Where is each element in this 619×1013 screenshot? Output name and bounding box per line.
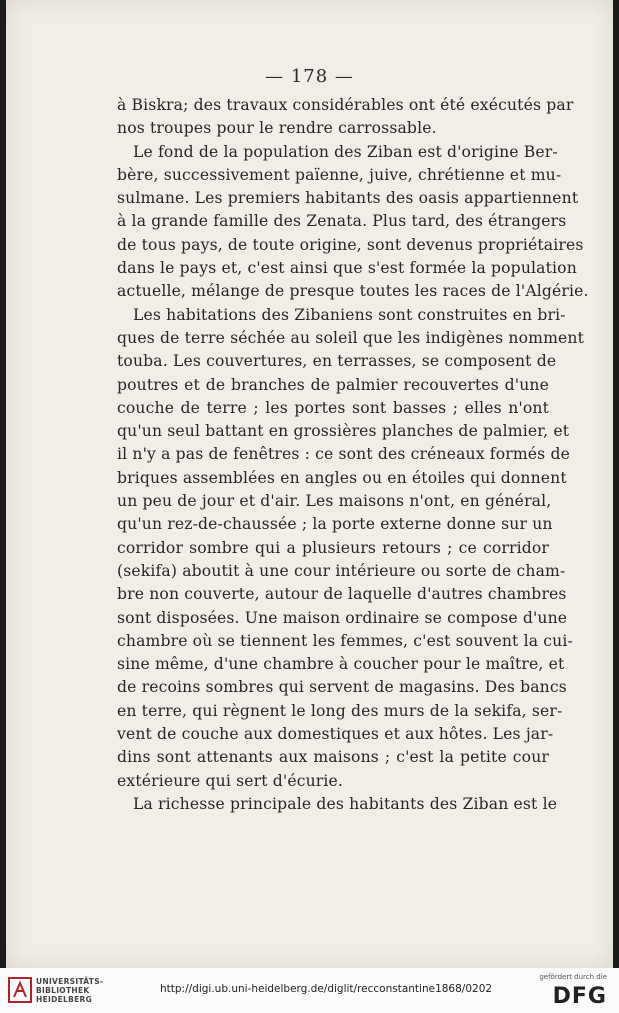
text-line: Le fond de la population des Ziban est d'origine Ber- [133, 142, 558, 161]
text-line: ques de terre séchée au soleil que les indigènes nomment [117, 328, 584, 347]
text-line: corridor sombre qui a plusieurs retours ; ce corridor [117, 538, 549, 557]
text-line: couche de terre ; les portes sont basses ; elles n'ont [117, 398, 549, 417]
text-line: à la grande famille des Zenata. Plus tard, des étrangers [117, 212, 567, 231]
text-line: de tous pays, de toute origine, sont devenus propriétaires [117, 235, 584, 254]
footer-bar [0, 968, 619, 1013]
text-line: sulmane. Les premiers habitants des oasis appartiennent [117, 189, 579, 208]
university-logo-icon [8, 977, 32, 1003]
text-line: touba. Les couvertures, en terrasses, se composent de [117, 352, 557, 371]
text-line: poutres et de branches de palmier recouvertes d'une [117, 375, 549, 394]
funding-text: gefördert durch die [539, 973, 607, 981]
text-line: La richesse principale des habitants des Ziban est le [133, 794, 558, 813]
text-line: à Biskra; des travaux considérables ont été exécutés par [117, 96, 574, 114]
text-line: extérieure qui sert d'écurie. [117, 771, 343, 790]
text-line: bre non couverte, autour de laquelle d'autres chambres [117, 585, 567, 604]
text-line: un peu de jour et d'air. Les maisons n'ont, en général, [117, 492, 552, 511]
text-line: vent de couche aux domestiques et aux hôtes. Les jar- [117, 725, 554, 744]
body-text [117, 94, 589, 816]
text-line: chambre où se tiennent les femmes, c'est souvent la cui- [117, 631, 573, 650]
text-line: qu'un seul battant en grossières planches de palmier, et [117, 422, 570, 441]
text-line: actuelle, mélange de presque toutes les races de l'Algérie. [117, 282, 589, 301]
page-number: — 178 — [265, 66, 354, 87]
text-line: sont disposées. Une maison ordinaire se compose d'une [117, 608, 568, 627]
text-line: dans le pays et, c'est ainsi que s'est formée la population [117, 259, 577, 278]
text-line: en terre, qui règnent le long des murs de la sekifa, ser- [117, 701, 563, 720]
text-line: qu'un rez-de-chaussée ; la porte externe donne sur un [117, 515, 553, 534]
text-line: Les habitations des Zibaniens sont construites en bri- [133, 305, 566, 324]
text-line: briques assemblées en angles ou en étoiles qui donnent [117, 468, 567, 487]
document-url[interactable]: http://digi.ub.uni-heidelberg.de/diglit/recconstantine1868/0202 [160, 983, 493, 995]
text-line: bère, successivement païenne, juive, chrétienne et mu- [117, 165, 562, 184]
text-line: nos troupes pour le rendre carrossable. [117, 119, 437, 138]
text-line: sine même, d'une chambre à coucher pour le maître, et [117, 655, 565, 674]
university-name: UNIVERSITÄTS- BIBLIOTHEK HEIDELBERG [36, 977, 104, 1004]
text-line: il n'y a pas de fenêtres : ce sont des créneaux formés de [117, 445, 570, 464]
text-line: dins sont attenants aux maisons ; c'est la petite cour [117, 748, 549, 767]
text-line: (sekifa) aboutit à une cour intérieure ou sorte de cham- [117, 561, 566, 580]
text-line: de recoins sombres qui servent de magasins. Des bancs [117, 678, 567, 697]
dfg-logo: DFG [552, 984, 607, 1009]
